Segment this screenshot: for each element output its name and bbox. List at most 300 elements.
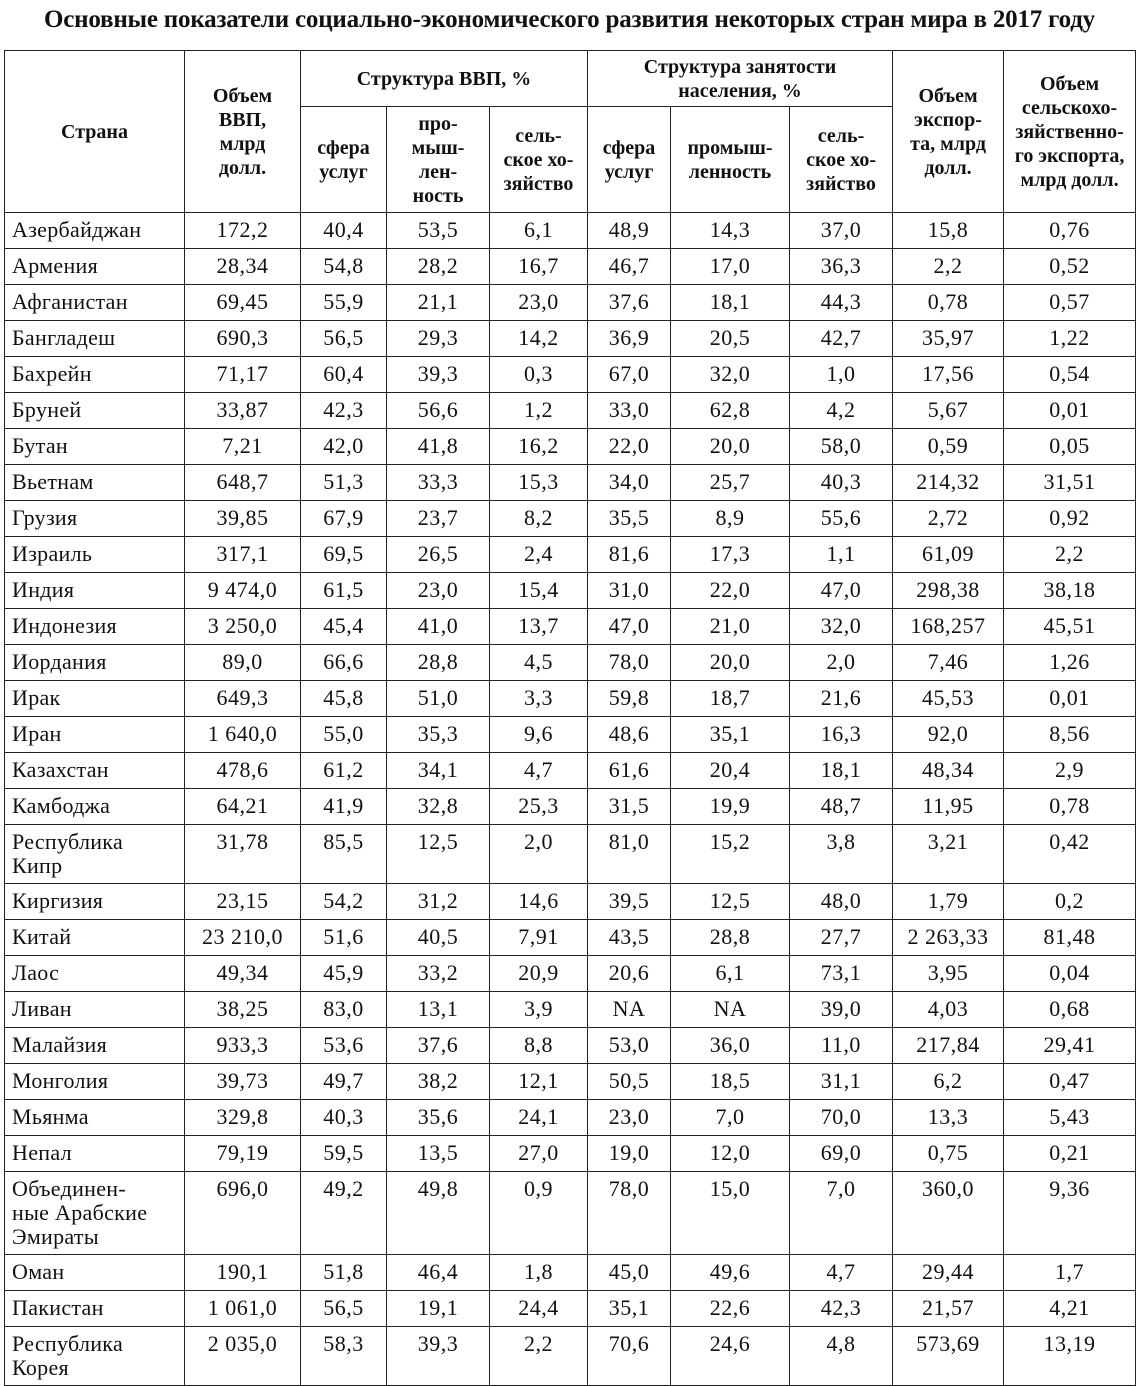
cell-gdp-services: 54,8 (301, 249, 387, 285)
cell-gdp-services: 54,2 (301, 884, 387, 920)
cell-gdp-agriculture: 0,3 (490, 357, 588, 393)
cell-emp-industry: 7,0 (671, 1100, 790, 1136)
cell-gdp-industry: 37,6 (387, 1028, 490, 1064)
cell-country (5, 1291, 185, 1327)
cell-export: 214,32 (893, 465, 1004, 501)
cell-emp-agriculture: 42,3 (790, 1291, 893, 1327)
country-name-line: Камбоджа (12, 793, 111, 818)
cell-gdp-services: 69,5 (301, 537, 387, 573)
cell-gdp-agriculture: 4,7 (490, 753, 588, 789)
cell-emp-services: 78,0 (588, 1172, 671, 1255)
cell-gdp-services: 85,5 (301, 825, 387, 884)
cell-country (5, 1255, 185, 1291)
cell-gdp: 49,34 (185, 956, 301, 992)
cell-agri-export: 0,01 (1004, 681, 1136, 717)
cell-emp-industry: 18,5 (671, 1064, 790, 1100)
cell-gdp-industry: 19,1 (387, 1291, 490, 1327)
table-title: Основные показатели социально-экономического развития некоторых стран мира в 2017 году (44, 6, 1095, 33)
cell-gdp-industry: 28,2 (387, 249, 490, 285)
cell-gdp-services: 51,6 (301, 920, 387, 956)
cell-agri-export: 0,01 (1004, 393, 1136, 429)
cell-emp-services: 34,0 (588, 465, 671, 501)
cell-emp-services: 43,5 (588, 920, 671, 956)
cell-gdp-agriculture: 3,3 (490, 681, 588, 717)
cell-agri-export: 1,26 (1004, 645, 1136, 681)
table-row (5, 357, 1136, 393)
cell-emp-agriculture: 27,7 (790, 920, 893, 956)
cell-gdp-services: 45,9 (301, 956, 387, 992)
cell-gdp-industry: 41,0 (387, 609, 490, 645)
cell-emp-industry: 25,7 (671, 465, 790, 501)
cell-gdp: 317,1 (185, 537, 301, 573)
cell-gdp-industry: 12,5 (387, 825, 490, 884)
cell-gdp-services: 61,5 (301, 573, 387, 609)
cell-gdp-industry: 26,5 (387, 537, 490, 573)
cell-gdp-industry: 33,3 (387, 465, 490, 501)
cell-gdp-agriculture: 8,2 (490, 501, 588, 537)
cell-agri-export: 38,18 (1004, 573, 1136, 609)
cell-emp-services: 36,9 (588, 321, 671, 357)
cell-emp-industry: 15,0 (671, 1172, 790, 1255)
cell-emp-industry: 22,6 (671, 1291, 790, 1327)
country-name-line: ные Арабские (12, 1200, 148, 1225)
cell-emp-industry: 20,0 (671, 645, 790, 681)
cell-gdp: 690,3 (185, 321, 301, 357)
cell-country (5, 645, 185, 681)
country-name-line: Бутан (12, 433, 69, 458)
cell-gdp-services: 42,3 (301, 393, 387, 429)
cell-export: 4,03 (893, 992, 1004, 1028)
cell-gdp: 39,73 (185, 1064, 301, 1100)
cell-agri-export: 0,05 (1004, 429, 1136, 465)
cell-emp-industry: 8,9 (671, 501, 790, 537)
cell-emp-services: 61,6 (588, 753, 671, 789)
cell-gdp: 648,7 (185, 465, 301, 501)
cell-country (5, 920, 185, 956)
country-name-line: Кипр (12, 853, 63, 878)
cell-emp-services: 35,5 (588, 501, 671, 537)
cell-emp-agriculture: 21,6 (790, 681, 893, 717)
cell-export: 7,46 (893, 645, 1004, 681)
cell-agri-export: 0,2 (1004, 884, 1136, 920)
table-row (5, 956, 1136, 992)
cell-gdp: 3 250,0 (185, 609, 301, 645)
cell-export: 0,75 (893, 1136, 1004, 1172)
cell-gdp-services: 83,0 (301, 992, 387, 1028)
cell-gdp: 696,0 (185, 1172, 301, 1255)
cell-emp-industry: 20,0 (671, 429, 790, 465)
cell-export: 92,0 (893, 717, 1004, 753)
cell-gdp-agriculture: 15,3 (490, 465, 588, 501)
cell-agri-export: 13,19 (1004, 1327, 1136, 1386)
cell-gdp: 190,1 (185, 1255, 301, 1291)
cell-export: 29,44 (893, 1255, 1004, 1291)
cell-emp-services: 47,0 (588, 609, 671, 645)
cell-gdp-agriculture: 9,6 (490, 717, 588, 753)
cell-export: 1,79 (893, 884, 1004, 920)
country-name-line: Бахрейн (12, 361, 92, 386)
header-emp-agriculture: сель- ское хо- зяйство (790, 107, 893, 213)
cell-gdp-industry: 29,3 (387, 321, 490, 357)
cell-country (5, 884, 185, 920)
cell-country (5, 501, 185, 537)
country-name-line: Республика (12, 829, 124, 854)
country-name-line: Грузия (12, 505, 78, 530)
cell-agri-export: 0,54 (1004, 357, 1136, 393)
cell-emp-services: 67,0 (588, 357, 671, 393)
cell-gdp-agriculture: 27,0 (490, 1136, 588, 1172)
cell-gdp-industry: 21,1 (387, 285, 490, 321)
cell-agri-export: 45,51 (1004, 609, 1136, 645)
cell-gdp-industry: 40,5 (387, 920, 490, 956)
cell-country (5, 681, 185, 717)
cell-emp-industry: 24,6 (671, 1327, 790, 1386)
cell-emp-industry: 36,0 (671, 1028, 790, 1064)
cell-export: 11,95 (893, 789, 1004, 825)
country-name-line: Иран (12, 721, 62, 746)
cell-agri-export: 1,22 (1004, 321, 1136, 357)
cell-export: 573,69 (893, 1327, 1004, 1386)
cell-country (5, 393, 185, 429)
cell-emp-services: 48,6 (588, 717, 671, 753)
cell-emp-services: 37,6 (588, 285, 671, 321)
cell-gdp-industry: 34,1 (387, 753, 490, 789)
cell-emp-agriculture: 58,0 (790, 429, 893, 465)
table-row (5, 537, 1136, 573)
cell-gdp-industry: 35,6 (387, 1100, 490, 1136)
cell-emp-agriculture: 4,8 (790, 1327, 893, 1386)
cell-agri-export: 0,21 (1004, 1136, 1136, 1172)
cell-emp-agriculture: 37,0 (790, 213, 893, 249)
cell-emp-agriculture: 1,1 (790, 537, 893, 573)
cell-country (5, 956, 185, 992)
country-name-line: Эмираты (12, 1224, 99, 1249)
country-name-line: Армения (12, 253, 99, 278)
cell-gdp-agriculture: 25,3 (490, 789, 588, 825)
cell-export: 48,34 (893, 753, 1004, 789)
cell-gdp-services: 55,0 (301, 717, 387, 753)
cell-emp-industry: 20,5 (671, 321, 790, 357)
table-row (5, 681, 1136, 717)
table-row (5, 825, 1136, 884)
header-gdp-volume: Объем ВВП, млрд долл. (185, 51, 301, 213)
cell-agri-export: 0,47 (1004, 1064, 1136, 1100)
cell-agri-export: 0,68 (1004, 992, 1136, 1028)
cell-export: 298,38 (893, 573, 1004, 609)
cell-emp-agriculture: 48,7 (790, 789, 893, 825)
cell-gdp-services: 53,6 (301, 1028, 387, 1064)
cell-country (5, 213, 185, 249)
cell-gdp-agriculture: 24,4 (490, 1291, 588, 1327)
cell-agri-export: 0,42 (1004, 825, 1136, 884)
cell-agri-export: 0,92 (1004, 501, 1136, 537)
cell-gdp-agriculture: 14,6 (490, 884, 588, 920)
cell-emp-services: 45,0 (588, 1255, 671, 1291)
cell-emp-agriculture: 16,3 (790, 717, 893, 753)
table-row (5, 645, 1136, 681)
cell-emp-services: 35,1 (588, 1291, 671, 1327)
cell-emp-services: 20,6 (588, 956, 671, 992)
cell-agri-export: 5,43 (1004, 1100, 1136, 1136)
cell-emp-agriculture: 4,7 (790, 1255, 893, 1291)
cell-emp-industry: 17,0 (671, 249, 790, 285)
country-name-line: Израиль (12, 541, 93, 566)
header-gdp-agriculture: сель- ское хо- зяйство (490, 107, 588, 213)
cell-emp-services: 48,9 (588, 213, 671, 249)
header-gdp-structure: Структура ВВП, % (301, 51, 588, 107)
cell-agri-export: 29,41 (1004, 1028, 1136, 1064)
cell-country (5, 717, 185, 753)
table-header (5, 51, 1136, 213)
table-row (5, 789, 1136, 825)
cell-gdp-industry: 33,2 (387, 956, 490, 992)
cell-emp-industry: NA (671, 992, 790, 1028)
cell-emp-agriculture: 32,0 (790, 609, 893, 645)
cell-export: 5,67 (893, 393, 1004, 429)
cell-country (5, 1028, 185, 1064)
cell-gdp-services: 60,4 (301, 357, 387, 393)
country-name-line: Мьянма (12, 1104, 89, 1129)
cell-country (5, 825, 185, 884)
cell-gdp-industry: 46,4 (387, 1255, 490, 1291)
cell-agri-export: 0,57 (1004, 285, 1136, 321)
cell-emp-agriculture: 39,0 (790, 992, 893, 1028)
cell-emp-services: 78,0 (588, 645, 671, 681)
cell-gdp-industry: 39,3 (387, 1327, 490, 1386)
cell-gdp-industry: 13,5 (387, 1136, 490, 1172)
cell-emp-agriculture: 70,0 (790, 1100, 893, 1136)
header-emp-industry: промыш- ленность (671, 107, 790, 213)
cell-gdp: 23 210,0 (185, 920, 301, 956)
country-name-line: Бруней (12, 397, 82, 422)
cell-agri-export: 8,56 (1004, 717, 1136, 753)
country-name-line: Непал (12, 1140, 72, 1165)
cell-emp-services: 53,0 (588, 1028, 671, 1064)
cell-emp-agriculture: 1,0 (790, 357, 893, 393)
cell-emp-agriculture: 40,3 (790, 465, 893, 501)
table-row (5, 1136, 1136, 1172)
cell-country (5, 357, 185, 393)
cell-gdp: 71,17 (185, 357, 301, 393)
cell-emp-agriculture: 3,8 (790, 825, 893, 884)
table-row (5, 609, 1136, 645)
cell-agri-export: 9,36 (1004, 1172, 1136, 1255)
cell-agri-export: 0,76 (1004, 213, 1136, 249)
header-emp-services: сфера услуг (588, 107, 671, 213)
country-name-line: Бангладеш (12, 325, 116, 350)
cell-export: 2 263,33 (893, 920, 1004, 956)
cell-emp-industry: 62,8 (671, 393, 790, 429)
cell-gdp-industry: 13,1 (387, 992, 490, 1028)
cell-emp-agriculture: 11,0 (790, 1028, 893, 1064)
cell-emp-industry: 12,5 (671, 884, 790, 920)
cell-emp-industry: 14,3 (671, 213, 790, 249)
cell-emp-services: 70,6 (588, 1327, 671, 1386)
cell-gdp-agriculture: 14,2 (490, 321, 588, 357)
cell-country (5, 537, 185, 573)
table-row (5, 393, 1136, 429)
cell-export: 17,56 (893, 357, 1004, 393)
cell-country (5, 753, 185, 789)
cell-agri-export: 1,7 (1004, 1255, 1136, 1291)
country-name-line: Объединен- (12, 1176, 126, 1201)
cell-gdp: 33,87 (185, 393, 301, 429)
header-agri-export: Объем сельскохо- зяйственно- го экспорта, млрд долл. (1004, 51, 1136, 213)
table-row (5, 465, 1136, 501)
cell-country (5, 573, 185, 609)
country-name-line: Ирак (12, 685, 61, 710)
cell-gdp: 7,21 (185, 429, 301, 465)
cell-agri-export: 4,21 (1004, 1291, 1136, 1327)
cell-country (5, 285, 185, 321)
cell-export: 15,8 (893, 213, 1004, 249)
cell-gdp-industry: 35,3 (387, 717, 490, 753)
cell-emp-agriculture: 4,2 (790, 393, 893, 429)
cell-agri-export: 2,2 (1004, 537, 1136, 573)
cell-emp-services: 22,0 (588, 429, 671, 465)
table-row (5, 717, 1136, 753)
cell-gdp-agriculture: 15,4 (490, 573, 588, 609)
cell-gdp: 1 640,0 (185, 717, 301, 753)
cell-gdp-services: 56,5 (301, 1291, 387, 1327)
cell-country (5, 429, 185, 465)
cell-gdp-industry: 49,8 (387, 1172, 490, 1255)
cell-emp-industry: 19,9 (671, 789, 790, 825)
cell-emp-services: 50,5 (588, 1064, 671, 1100)
country-name-line: Афганистан (12, 289, 128, 314)
cell-gdp-agriculture: 2,0 (490, 825, 588, 884)
cell-gdp-agriculture: 1,2 (490, 393, 588, 429)
cell-gdp: 64,21 (185, 789, 301, 825)
cell-gdp-agriculture: 16,2 (490, 429, 588, 465)
table-row (5, 1291, 1136, 1327)
country-name-line: Вьетнам (12, 469, 94, 494)
cell-gdp: 2 035,0 (185, 1327, 301, 1386)
table-row (5, 1064, 1136, 1100)
country-name-line: Ливан (12, 996, 72, 1021)
cell-agri-export: 0,04 (1004, 956, 1136, 992)
cell-emp-industry: 18,7 (671, 681, 790, 717)
table-row (5, 1100, 1136, 1136)
cell-emp-agriculture: 73,1 (790, 956, 893, 992)
cell-gdp-industry: 31,2 (387, 884, 490, 920)
cell-export: 13,3 (893, 1100, 1004, 1136)
cell-gdp-industry: 53,5 (387, 213, 490, 249)
cell-gdp-services: 45,8 (301, 681, 387, 717)
cell-gdp-agriculture: 8,8 (490, 1028, 588, 1064)
cell-gdp-services: 67,9 (301, 501, 387, 537)
cell-emp-services: 81,6 (588, 537, 671, 573)
cell-gdp: 79,19 (185, 1136, 301, 1172)
cell-emp-agriculture: 2,0 (790, 645, 893, 681)
cell-gdp-industry: 23,0 (387, 573, 490, 609)
cell-gdp-services: 40,3 (301, 1100, 387, 1136)
cell-gdp: 649,3 (185, 681, 301, 717)
cell-gdp-agriculture: 4,5 (490, 645, 588, 681)
cell-gdp-agriculture: 3,9 (490, 992, 588, 1028)
cell-gdp-agriculture: 6,1 (490, 213, 588, 249)
country-name-line: Малайзия (12, 1032, 108, 1057)
cell-emp-industry: 12,0 (671, 1136, 790, 1172)
cell-export: 2,2 (893, 249, 1004, 285)
cell-country (5, 992, 185, 1028)
table-row (5, 429, 1136, 465)
cell-gdp-services: 51,8 (301, 1255, 387, 1291)
cell-country (5, 1172, 185, 1255)
country-name-line: Азербайджан (12, 217, 142, 242)
table-row (5, 213, 1136, 249)
cell-gdp-agriculture: 16,7 (490, 249, 588, 285)
cell-gdp: 89,0 (185, 645, 301, 681)
cell-gdp-services: 42,0 (301, 429, 387, 465)
table-row (5, 249, 1136, 285)
cell-gdp-industry: 28,8 (387, 645, 490, 681)
cell-emp-industry: 6,1 (671, 956, 790, 992)
cell-emp-services: 39,5 (588, 884, 671, 920)
header-export-volume: Объем экспор- та, млрд долл. (893, 51, 1004, 213)
cell-gdp-agriculture: 24,1 (490, 1100, 588, 1136)
table-row (5, 920, 1136, 956)
cell-gdp-agriculture: 2,2 (490, 1327, 588, 1386)
cell-export: 3,21 (893, 825, 1004, 884)
country-name-line: Монголия (12, 1068, 109, 1093)
cell-gdp-services: 45,4 (301, 609, 387, 645)
cell-gdp: 933,3 (185, 1028, 301, 1064)
cell-emp-agriculture: 44,3 (790, 285, 893, 321)
cell-agri-export: 2,9 (1004, 753, 1136, 789)
cell-gdp-industry: 51,0 (387, 681, 490, 717)
cell-country (5, 321, 185, 357)
cell-emp-industry: 15,2 (671, 825, 790, 884)
cell-emp-industry: 35,1 (671, 717, 790, 753)
cell-emp-agriculture: 31,1 (790, 1064, 893, 1100)
indicators-table (4, 50, 1136, 1386)
cell-gdp: 31,78 (185, 825, 301, 884)
country-name-line: Пакистан (12, 1295, 104, 1320)
cell-gdp-agriculture: 7,91 (490, 920, 588, 956)
cell-export: 35,97 (893, 321, 1004, 357)
cell-emp-agriculture: 69,0 (790, 1136, 893, 1172)
cell-export: 3,95 (893, 956, 1004, 992)
cell-gdp-industry: 39,3 (387, 357, 490, 393)
country-name-line: Республика (12, 1331, 124, 1356)
country-name-line: Корея (12, 1355, 69, 1380)
cell-emp-agriculture: 18,1 (790, 753, 893, 789)
country-name-line: Индия (12, 577, 75, 602)
cell-agri-export: 81,48 (1004, 920, 1136, 956)
country-name-line: Казахстан (12, 757, 109, 782)
cell-export: 21,57 (893, 1291, 1004, 1327)
cell-gdp-services: 40,4 (301, 213, 387, 249)
cell-export: 217,84 (893, 1028, 1004, 1064)
cell-gdp-services: 51,3 (301, 465, 387, 501)
cell-emp-industry: 18,1 (671, 285, 790, 321)
table-row (5, 573, 1136, 609)
cell-gdp-services: 49,7 (301, 1064, 387, 1100)
table-row (5, 1028, 1136, 1064)
cell-emp-services: 33,0 (588, 393, 671, 429)
cell-emp-agriculture: 48,0 (790, 884, 893, 920)
cell-gdp-agriculture: 1,8 (490, 1255, 588, 1291)
cell-emp-industry: 22,0 (671, 573, 790, 609)
cell-gdp-industry: 38,2 (387, 1064, 490, 1100)
cell-gdp: 28,34 (185, 249, 301, 285)
cell-gdp: 478,6 (185, 753, 301, 789)
cell-gdp-services: 41,9 (301, 789, 387, 825)
cell-gdp: 9 474,0 (185, 573, 301, 609)
cell-gdp-agriculture: 20,9 (490, 956, 588, 992)
country-name-line: Лаос (12, 960, 60, 985)
